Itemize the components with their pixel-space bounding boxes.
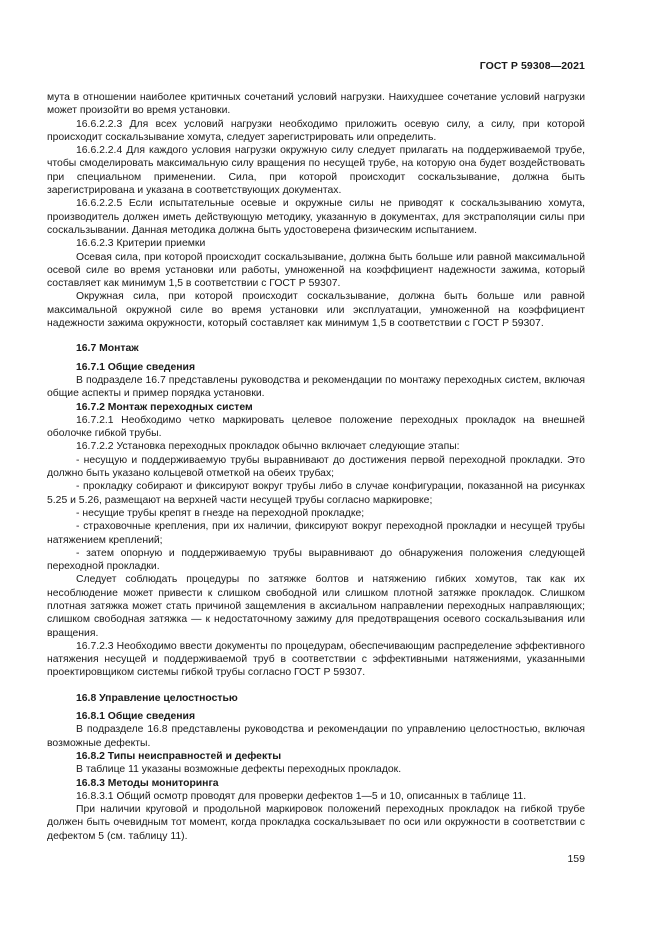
paragraph: 16.7.2.1 Необходимо четко маркировать целевое положение переходных прокладок на внешней оболочке гибкой трубы. (47, 414, 585, 440)
paragraph: В подразделе 16.7 представлены руководства и рекомендации по монтажу переходных систем, включая общие аспекты и пример порядка установки. (47, 374, 585, 400)
subsection-heading: 16.6.2.3 Критерии приемки (76, 238, 206, 250)
paragraph: 16.6.2.2.5 Если испытательные осевые и окружные силы не приводят к соскальзыванию хомута, производитель должен иметь действующую методику, указанную в документах, для экстраполяции силы при соскальзывании. Данная методика должна быть удостоверена физическим испытанием. (47, 198, 585, 236)
subsection-heading: 16.8.3 Методы мониторинга (76, 777, 219, 789)
paragraph: 16.7.2.3 Необходимо ввести документы по процедурам, обеспечивающим распределение эффективного натяжения несущей и поддерживаемой труб в соответствии с эффективными натяжениями, указанными проектировщиком системы гибкой трубы согласно ГОСТ Р 59307. (47, 640, 585, 679)
paragraph: 16.8.3.1 Общий осмотр проводят для проверки дефектов 1—5 и 10, описанных в таблице 11. (76, 790, 527, 802)
list-item: - несущую и поддерживаемую трубы выравнивают до достижения первой переходной прокладки. Это должно быть указано кольцевой отметкой на обеих трубах; (47, 454, 585, 480)
paragraph: 16.6.2.2.4 Для каждого условия нагрузки окружную силу следует прилагать на поддерживаемой трубе, чтобы смоделировать максимальную силу вращения по несущей трубе, на которую она будет воздействовать при специальном применении. Сила, при которой происходит соскальзывание, должна быть зарегистрирована и указана в соответствующих документах. (47, 145, 585, 197)
paragraph: Следует соблюдать процедуры по затяжке болтов и натяжению гибких хомутов, так как их несоблюдение может привести к слишком свободной или слишком плотной затяжке прокладок. Слишком плотная затяжка может стать причиной защемления в аксиальном направлении переходных направляющих; слишком свободная затяжка — к недостаточному зажиму для предотвращения осевого соскальзывания или вращения. (47, 574, 585, 639)
subsection-heading: 16.8.1 Общие сведения (76, 711, 196, 723)
list-item: - прокладку собирают и фиксируют вокруг трубы либо в случае конфигурации, показанной на рисунках 5.25 и 5.26, размещают на верхней части несущей трубы согласно маркировке; (47, 481, 585, 506)
subsection-heading: 16.8.2 Типы неисправностей и дефекты (76, 750, 282, 762)
paragraph: Осевая сила, при которой происходит соскальзывание, должна быть больше или равной максимальной осевой силе во время установки или работы, умноженной на коэффициент надежности зажима, который составляет как минимум 1,5 в соответствии с ГОСТ Р 59307. (47, 251, 585, 290)
list-item: - несущие трубы крепят в гнезде на переходной прокладке; (76, 507, 365, 519)
paragraph: 16.6.2.2.3 Для всех условий нагрузки необходимо приложить осевую силу, а силу, при которой происходит соскальзывание хомута, следует зарегистрировать или определить. (47, 118, 585, 143)
subsection-heading: 16.7.2 Монтаж переходных систем (76, 401, 253, 413)
paragraph: 16.7.2.2 Установка переходных прокладок обычно включает следующие этапы: (76, 441, 460, 453)
section-heading: 16.8 Управление целостностью (76, 692, 238, 704)
list-item: - затем опорную и поддерживаемую трубы выравнивают до обнаружения положения следующей переходной прокладки. (47, 547, 585, 573)
section-heading: 16.7 Монтаж (76, 343, 139, 355)
document-body (47, 91, 585, 843)
paragraph: Окружная сила, при которой происходит соскальзывание, должна быть больше или равной максимальной окружной силе во время установки или эксплуатации, умноженной на коэффициент надежности зажима окружности, который составляет как минимум 1,5 в соответствии с ГОСТ Р 59307. (47, 291, 585, 330)
paragraph: В таблице 11 указаны возможные дефекты переходных прокладок. (76, 764, 402, 776)
list-item: - страховочные крепления, при их наличии, фиксируют вокруг переходной прокладки и несущей трубы натяжением креплений; (47, 521, 585, 546)
document-id: ГОСТ Р 59308—2021 (479, 60, 585, 72)
paragraph: В подразделе 16.8 представлены руководства и рекомендации по управлению целостностью, включая возможные дефекты. (47, 724, 585, 749)
paragraph: При наличии круговой и продольной маркировок положений переходных прокладок на гибкой трубе должен быть очевидным тот момент, когда прокладка соскальзывает по оси или окружности в соответствии с дефектом 5 (см. таблицу 11). (47, 804, 585, 842)
paragraph: мута в отношении наиболее критичных сочетаний условий нагрузки. Наихудшее сочетание условий нагрузки может произойти во время установки. (47, 92, 585, 117)
subsection-heading: 16.7.1 Общие сведения (76, 361, 196, 373)
page-number: 159 (567, 853, 585, 865)
